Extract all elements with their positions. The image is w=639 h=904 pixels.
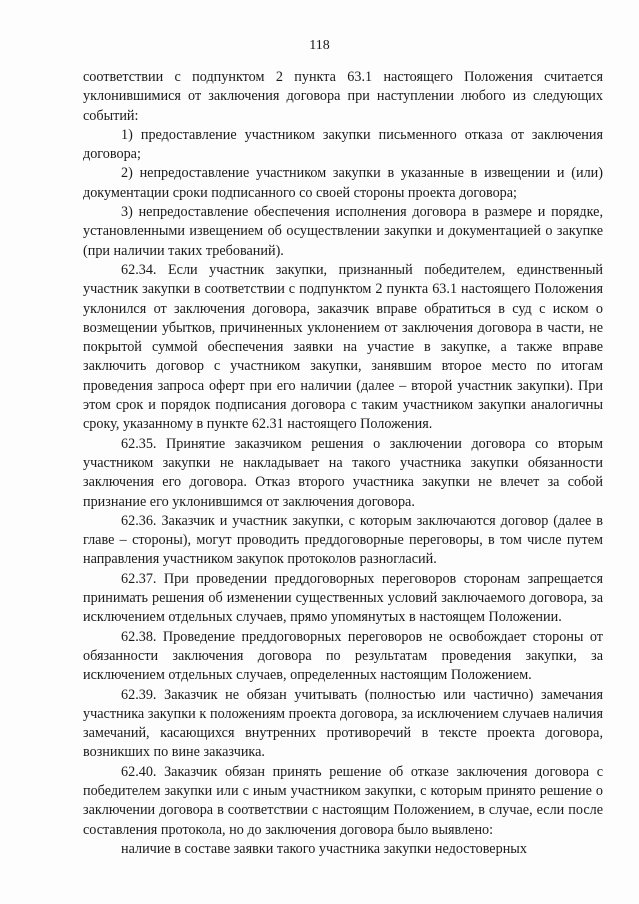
document-body: [83, 68, 603, 859]
paragraph: 62.34. Если участник закупки, признанный победителем, единственный участник закупки в соответствии с подпунктом 2 пункта 63.1 настоящего Положения уклонился от заключения договора, заказчик вправе обратиться в суд с иском о возмещении убытков, причиненных уклонением от заключения договора в части, не покрытой суммой обеспечения заявки на участие в закупке, а также вправе заключить договор с участником закупки, занявшим второе место по итогам проведения запроса оферт при его наличии (далее – второй участник закупки). При этом срок и порядок подписания договора с таким участником закупки аналогичны сроку, указанному в пункте 62.31 настоящего Положения.: [83, 261, 603, 433]
paragraph: 62.39. Заказчик не обязан учитывать (полностью или частично) замечания участника закупки к положениям проекта договора, за исключением случаев наличия замечаний, касающихся внутренних противоречий в тексте проекта договора, возникших по вине заказчика.: [83, 686, 603, 761]
paragraph: 62.35. Принятие заказчиком решения о заключении договора со вторым участником закупки не накладывает на такого участника закупки обязанности заключения его договора. Отказ второго участника закупки не влечет за собой признание его уклонившимся от заключения договора.: [83, 435, 603, 510]
page-number: 118: [309, 38, 330, 53]
paragraph: 1) предоставление участником закупки письменного отказа от заключения договора;: [83, 126, 603, 163]
paragraph: 62.40. Заказчик обязан принять решение об отказе заключения договора с победителем закупки или с иным участником закупки, с которым принято решение о заключении договора в соответствии с настоящим Положением, в случае, если после составления протокола, но до заключения договора было выявлено:: [83, 763, 603, 838]
paragraph: 62.38. Проведение преддоговорных переговоров не освобождает стороны от обязанности заключения договора по результатам проведения закупки, за исключением отдельных случаев, определенных настоящим Положением.: [83, 628, 603, 684]
paragraph: 3) непредоставление обеспечения исполнения договора в размере и порядке, установленными извещением об осуществлении закупки и документацией о закупке (при наличии таких требований).: [83, 204, 603, 259]
paragraph: 62.37. При проведении преддоговорных переговоров сторонам запрещается принимать решения об изменении существенных условий заключаемого договора, за исключением отдельных случаев, прямо упомянутых в настоящем Положении.: [83, 570, 603, 626]
paragraph: 2) непредоставление участником закупки в указанные в извещении и (или) документации сроки подписанного со своей стороны проекта договора;: [83, 165, 603, 201]
paragraph: соответствии с подпунктом 2 пункта 63.1 настоящего Положения считается уклонившимися от заключения договора при наступлении любого из следующих событий:: [83, 69, 603, 124]
paragraph: 62.36. Заказчик и участник закупки, с которым заключаются договор (далее в главе – стороны), могут проводить преддоговорные переговоры, в том числе путем направления участником закупок протоколов разногласий.: [83, 512, 603, 568]
paragraph: наличие в составе заявки такого участника закупки недостоверных: [121, 840, 527, 857]
